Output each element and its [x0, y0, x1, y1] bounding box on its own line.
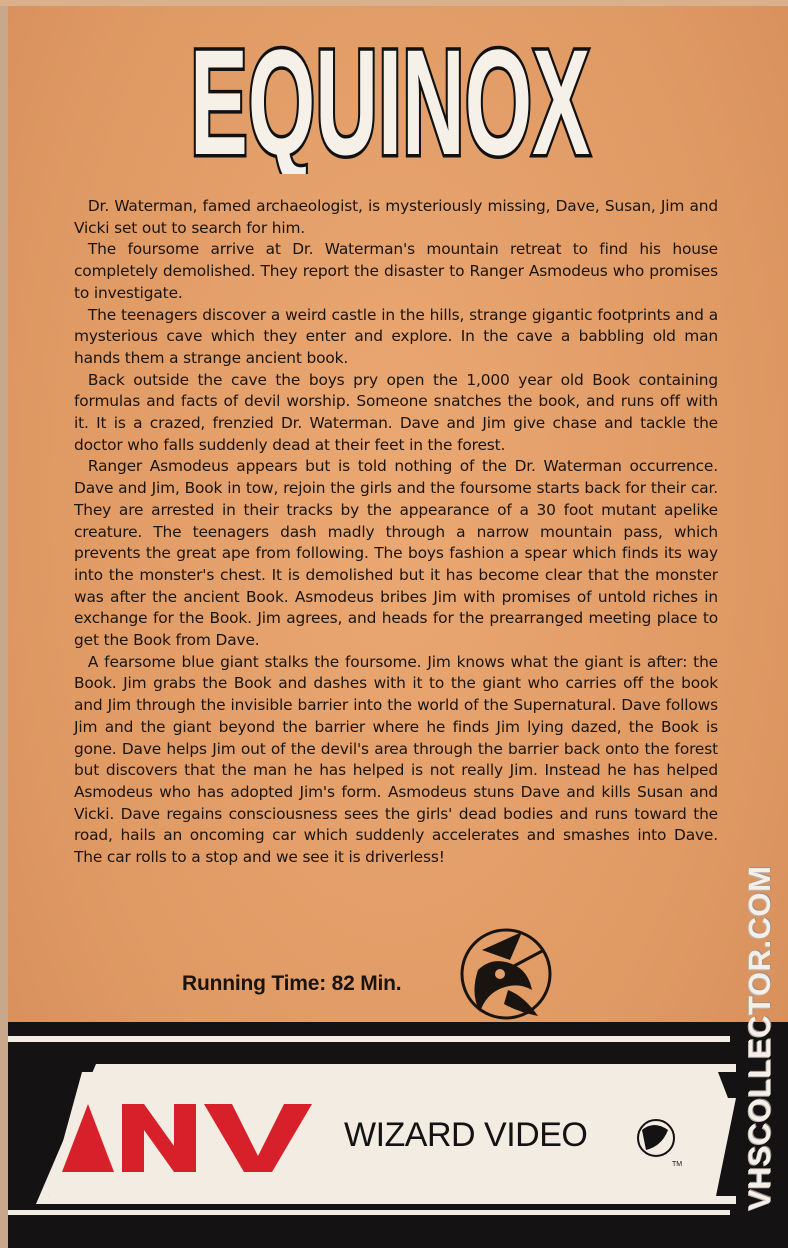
synopsis-paragraph: Back outside the cave the boys pry open the 1,000 year old Book containing formulas and facts of devil worship. Someone snatches the book, and runs off with it. It is a crazed, frenzied Dr. Waterman. Dave and Jim give chase and tackle the doctor who falls suddenly dead at their feet in the forest. [74, 370, 718, 454]
synopsis-paragraph: The teenagers discover a weird castle in the hills, strange gigantic footprints and a mysterious cave which they enter and explore. In the cave a babbling old man hands them a strange ancient book. [74, 305, 718, 367]
watermark-text: VHSCOLLECTOR.COM [742, 865, 777, 1211]
wizard-video-logo-text: WIZARD VIDEO [344, 1116, 588, 1154]
band-top-stripe [8, 1036, 730, 1042]
program-availability-text [316, 1071, 662, 1087]
cover-top-edge [0, 0, 788, 6]
cover-left-edge [0, 0, 8, 1248]
synopsis-paragraph: Ranger Asmodeus appears but is told nothing of the Dr. Waterman occurrence. Dave and Jim, Book in tow, rejoin the girls and the foursome starts back for their car. They are arrested in their tracks by the appearance of a 30 foot mutant apelike creature. The teenagers dash madly through a narrow mountain pass, which prevents the great ape from following. The boys fashion a spear which finds its way into the monster's chest. It is demolished but it has become clear that the monster was after the ancient Book. Asmodeus bribes Jim with promises of untold riches in exchange for the Book. Jim agrees, and heads for the prearranged meeting place to get the Book from Dave. [74, 457, 718, 650]
watermark [738, 836, 782, 1240]
synopsis [74, 196, 718, 869]
wizard-logo-icon [452, 920, 560, 1024]
movie-title-text: EQUINOX [190, 18, 590, 174]
synopsis-paragraph: Dr. Waterman, famed archaeologist, is mysteriously missing, Dave, Susan, Jim and Vicki set out to search for him. [74, 197, 718, 237]
running-time: Running Time: 82 Min. [182, 972, 402, 995]
program-text-part: THIS PROGRAM IS AVAILABLE [316, 1071, 535, 1087]
movie-title-logo [180, 14, 600, 174]
band-bottom-stripe [8, 1210, 730, 1215]
exclusively-emphasis: EXCLUSIVELY [534, 1071, 637, 1087]
synopsis-paragraph: The foursome arrive at Dr. Waterman's mountain retreat to find his house completely demolished. They report the disaster to Ranger Asmodeus who promises to investigate. [74, 240, 718, 302]
synopsis-paragraph: A fearsome blue giant stalks the foursome. Jim knows what the giant is after: the Book. Jim grabs the Book and dashes with it to the giant who carries off the book and Jim through the invisible barrier into the world of the Supernatural. Dave follows Jim and the giant beyond the barrier where he finds Jim lying dazed, the Book is gone. Dave helps Jim out of the devil's area through the barrier back onto the forest but discovers that the man he has helped is not really Jim. Instead he has helped Asmodeus who has adopted Jim's form. Asmodeus stuns Dave and kills Susan and Vicki. Dave regains consciousness sees the girls' dead bodies and runs toward the road, hails an oncoming car which suddenly accelerates and smashes into Dave. The car rolls to a stop and we see it is driverless! [74, 652, 718, 867]
trademark-mark: TM [672, 1161, 683, 1168]
program-text-part: ON [636, 1071, 663, 1087]
